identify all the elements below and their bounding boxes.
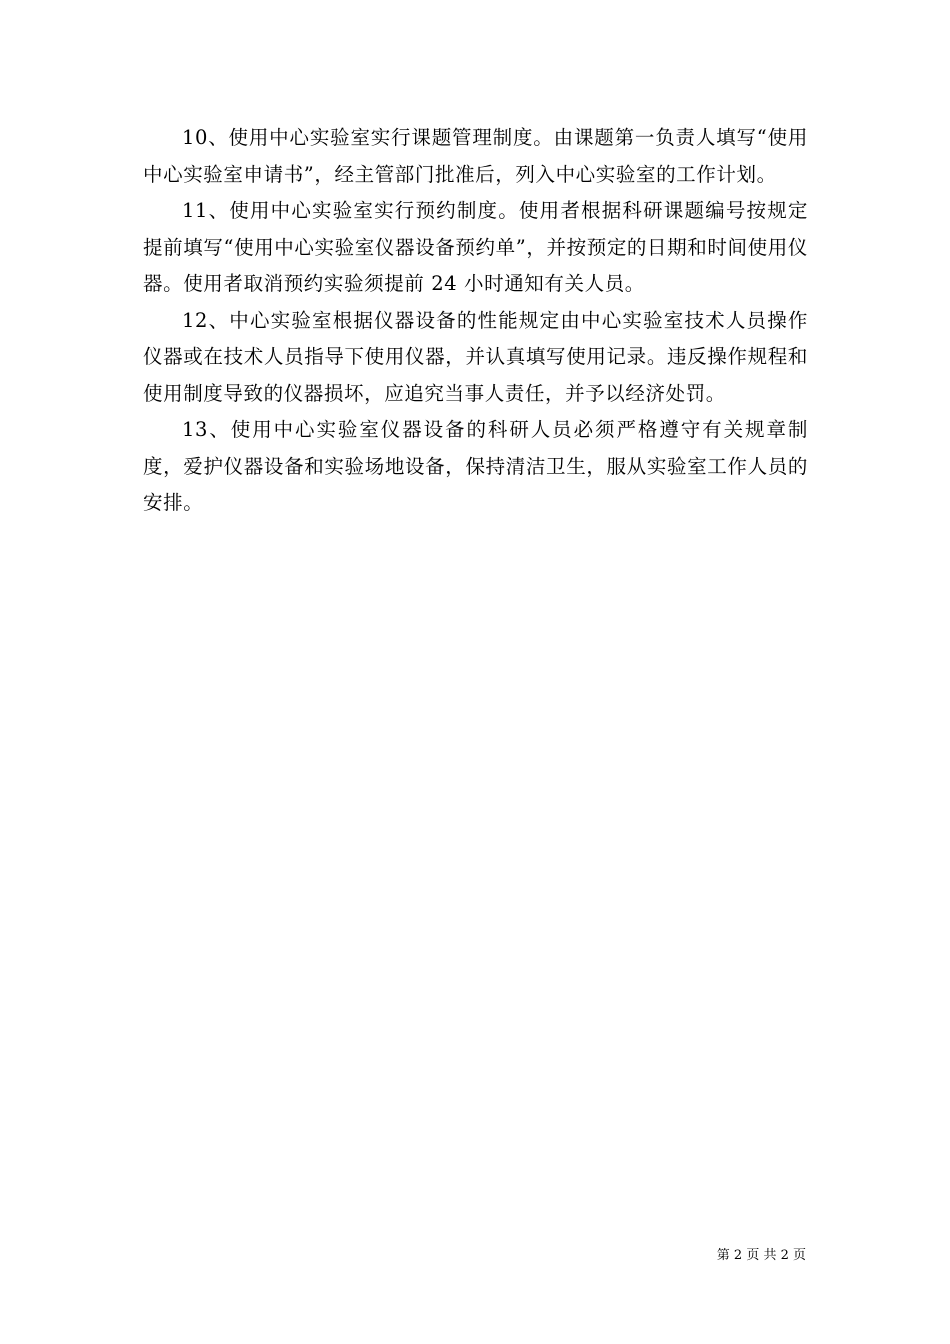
paragraph-12: 12、中心实验室根据仪器设备的性能规定由中心实验室技术人员操作仪器或在技术人员指导下使用仪器，并认真填写使用记录。违反操作规程和使用制度导致的仪器损坏，应追究当事人责任，并予以经济处罚。 — [143, 308, 808, 405]
page-number-footer: 第 2 页 共 2 页 — [716, 1248, 806, 1263]
paragraph-11: 11、使用中心实验室实行预约制度。使用者根据科研课题编号按规定提前填写“使用中心实验室仪器设备预约单”，并按预定的日期和时间使用仪器。使用者取消预约实验须提前 24 小时通知有关人员。 — [143, 199, 808, 295]
paragraph-10: 10、使用中心实验室实行课题管理制度。由课题第一负责人填写“使用中心实验室申请书”，经主管部门批准后，列入中心实验室的工作计划。 — [143, 126, 808, 186]
document-body — [143, 120, 808, 522]
paragraph-13: 13、使用中心实验室仪器设备的科研人员必须严格遵守有关规章制度，爱护仪器设备和实验场地设备，保持清洁卫生，服从实验室工作人员的安排。 — [143, 418, 808, 514]
